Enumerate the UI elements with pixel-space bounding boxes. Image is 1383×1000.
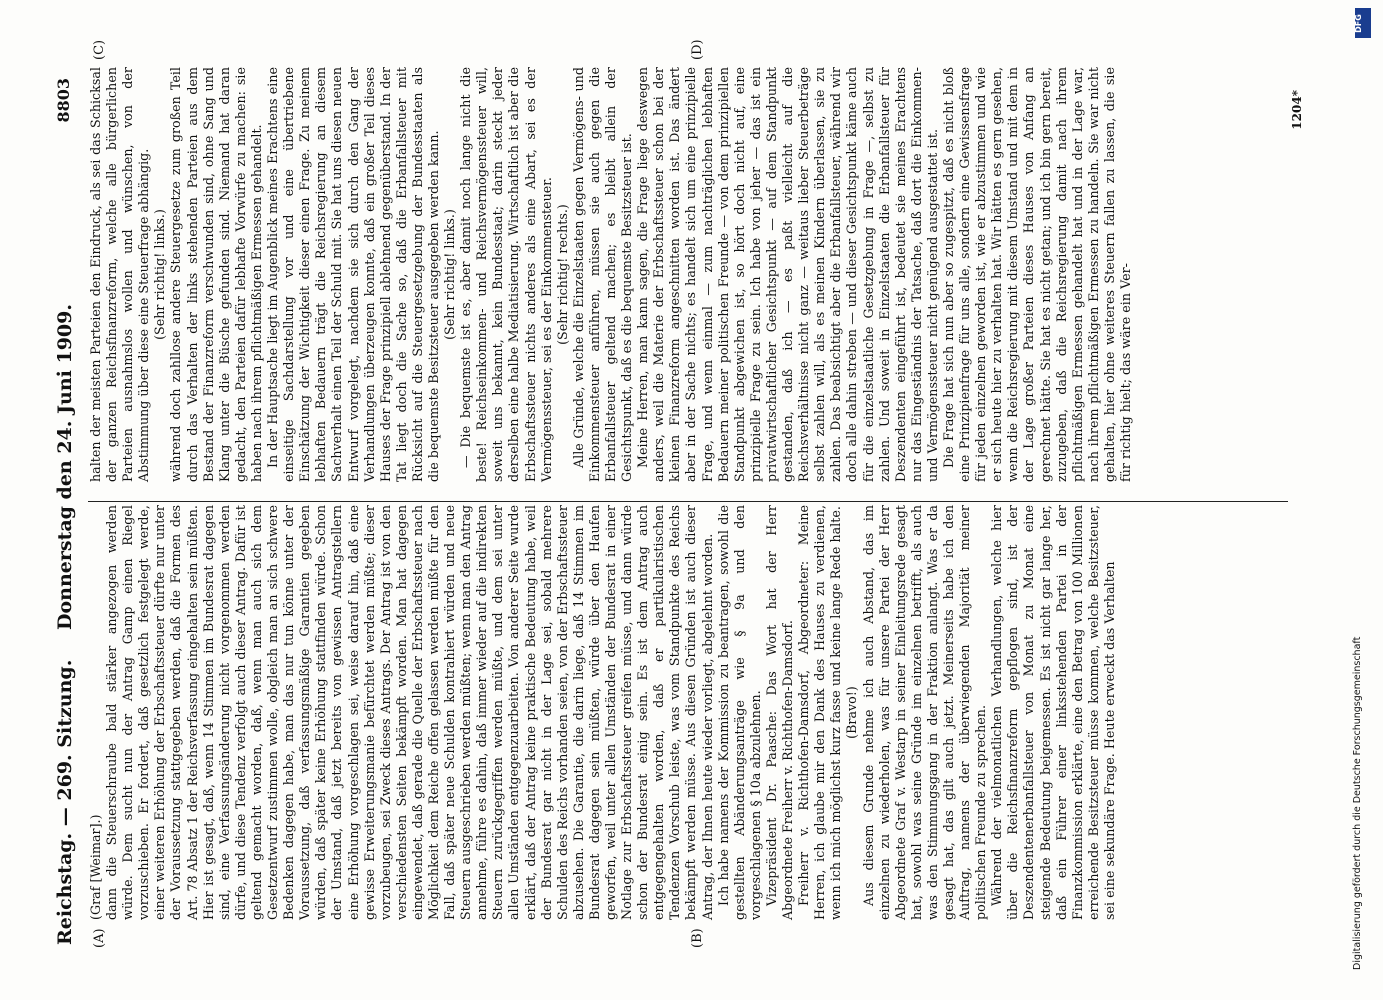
left-column-paragraph: Vizepräsident Dr. Paasche: Das Wort hat der Herr Abgeordnete Freiherr v. Richthofen-Damsdorf. bbox=[763, 505, 796, 920]
right-column-paragraph: (Sehr richtig! links.) bbox=[442, 209, 458, 340]
right-column-paragraph: (Sehr richtig! links.) bbox=[152, 209, 168, 340]
margin-marker-d: (D) bbox=[690, 39, 705, 60]
left-column-paragraph: (Graf [Weimar].) bbox=[88, 814, 103, 920]
left-column-paragraph: Während der vielmonatlichen Verhandlungen, welche hier über die Reichsfinanzreform gepflogen sind, ist der Deszendentenerbanfallsteuer von Monat zu Monat eine steigende Bedeutung beigemessen. Es ist nicht gar lange her, daß ein Führer einer linksstehenden Partei in der Finanzkommission erklärte, eine den Betrag von 100 Millionen erreichende Besitzsteuer müsse kommen, welche Besitzsteuer, sei eine sekundäre Frage. Heute erweckt das Verhalten bbox=[989, 505, 1117, 920]
left-column-paragraph: dann die Steuerschraube bald stärker angezogen werden würde. Dem sucht nun der Antrag Gamp einen Riegel vorzuschieben. Er fordert, daß gesetzlich festgelegt werde, einer weiteren Erhöhung der Erbschaftssteuer dürfte nur unter der Voraussetzung stattgegeben werden, daß die Formen des Art. 78 Absatz 1 der Reichsverfassung eingehalten sein müßten. Hier ist gesagt, daß, wenn 14 Stimmen im Bundesrat dagegen sind, eine Verfassungsänderung nicht vorgenommen werden dürfe, und diese Tendenz verfolgt auch dieser Antrag. Dafür ist geltend gemacht worden, daß, wenn man auch sich dem Gesetzentwurf zustimmen wolle, obgleich man an sich schwere Bedenken dagegen habe, man das nur tun könne unter der Voraussetzung, daß verfassungsmäßige Garantien gegeben würden, daß später keine Erhöhung stattfinden würde. Schon der Umstand, daß jetzt bereits von gewissen Antragstellern eine Erhöhung vorgeschlagen sei, weise darauf hin, daß eine gewisse Erweiterungsmanie befürchtet werden müßte; dieser vorzubeugen, sei Zweck dieses Antrags. Der Antrag ist von den verschiedensten Seiten bekämpft worden. Man hat dagegen eingewendet, daß gerade die Quelle der Erbschaftssteuer nach Möglichkeit dem Reiche offen gelassen werden müßte für den Fall, daß später neue Schulden kontrahiert würden und neue Steuern ausgeschrieben werden müßten; wenn man den Antrag annehme, führe es dahin, daß immer wieder auf die indirekten Steuern zurückgegriffen werden müßte, und dem sei unter allen Umständen entgegenzuarbeiten. Von anderer Seite wurde erklärt, daß der Antrag keine praktische Bedeutung habe, weil der Bundesrat gar nicht in der Lage sei, sobald mehrere Schulden des Reichs vorhanden seien, von der Erbschaftssteuer abzusehen. Die Garantie, die darin liege, daß 14 Stimmen im Bundesrat dagegen sein müßten, würde über den Haufen geworfen, weil unter allen Umständen der Bundesrat in einer Notlage zur Erbschaftssteuer greifen müsse, und dann würde schon der Bundesrat einig sein. Es ist dem Antrag auch entgegengehalten worden, daß er partikularistischen Tendenzen Vorschub leiste, was vom Standpunkte des Reichs bekämpft werden müsse. Aus diesen Gründen ist auch dieser Antrag, der Ihnen heute wieder vorliegt, abgelehnt worden. bbox=[104, 505, 715, 920]
digitization-credit-text: Digitalisierung gefördert durch die Deutsche Forschungsgemeinschaft bbox=[1352, 636, 1363, 970]
right-column-paragraph: In der Hauptsache liegt im Augenblick meines Erachtens eine einseitige Sachdarstellung vor und eine übertriebene Einschätzung der Wichtigkeit dieser einen Frage. Zu meinem lebhaften Bedauern trägt die Reichsregierung an diesem Sachverhalt einen Teil der Schuld mit. Sie hat uns diesen neuen Entwurf vorgelegt, nachdem sie sich durch den Gang der Verhandlungen überzeugen konnte, daß ein großer Teil dieses Hauses der Frage prinzipiell ablehnend gegenüberstand. In der Tat liegt doch die Sache so, daß die Erbanfallsteuer mit Rücksicht auf die Steuergesetzgebung der Bundesstaaten als die bequemste Besitzsteuer ausgegeben werden kann. bbox=[265, 67, 441, 482]
page-number: 8803 bbox=[54, 78, 73, 123]
right-column-paragraph: Meine Herren, man kann sagen, die Frage liege deswegen anders, weil die Materie der Erbschaftssteuer schon bei der kleinen Finanzreform angeschnitten worden ist. Das ändert aber in der Sache nichts; es handelt sich um eine prinzipielle Frage, und wenn einmal — zum nachträglichen lebhaften Bedauern meiner politischen Freunde — von dem prinzipiellen Standpunkt abgewichen ist, so hört doch nicht auf, eine prinzipielle Frage zu sein. Ich habe von jeher — das ist ein privatwirtschaftlicher Gesichtspunkt — auf dem Standpunkt gestanden, daß ich — es paßt vielleicht auf die Reichsverhältnisse nicht ganz — weitaus lieber Steuerbeträge selbst zahlen will, als es meinen Kindern überlassen, sie zu zahlen. Das beabsichtigt aber die Erbanfallsteuer, während wir doch alle dahin streben — und dieser Gesichtspunkt käme auch für die einzelstaatliche Gesetzgebung in Frage —, selbst zu zahlen. Und soweit in Einzelstaaten die Erbanfallsteuer für Deszendenten eingeführt ist, bedeutet sie meines Erachtens nur das Eingeständnis der Tatsache, daß dort die Einkommen- und Vermögenssteuer nicht genügend ausgestattet ist. bbox=[635, 67, 940, 482]
right-text-column bbox=[88, 67, 1134, 482]
left-text-column bbox=[88, 505, 1118, 920]
left-column-paragraph: Aus diesem Grunde nehme ich auch Abstand, das im einzelnen zu wiederholen, was für unsere Partei der Herr Abgeordnete Graf v. Westarp in seiner Einleitungsrede gesagt hat, sowohl was seine Gründe im einzelnen betrifft, als auch was den Stimmungsgang in der Fraktion anlangt. Was er da gesagt hat, das gilt auch jetzt. Meinerseits habe ich den Auftrag, namens der überwiegenden Majorität meiner politischen Freunde zu sprechen. bbox=[860, 505, 989, 920]
digitization-credit bbox=[1352, 10, 1372, 990]
right-column-paragraph: Alle Gründe, welche die Einzelstaaten gegen Vermögens- und Einkommensteuer anführen, müssen sie auch gegen die Erbanfallsteuer geltend machen; es bleibt allein der Gesichtspunkt, daß es die bequemste Besitzsteuer ist. bbox=[570, 67, 635, 482]
left-column-paragraph: Ich habe namens der Kommission zu beantragen, sowohl die gestellten Abänderungsanträge wie § 9a und den vorgeschlagenen § 10a abzulehnen. bbox=[715, 505, 763, 920]
margin-marker-b: (B) bbox=[690, 928, 705, 948]
right-column-paragraph: (Sehr richtig! rechts.) bbox=[554, 204, 570, 345]
right-column-paragraph: während doch zahllose andere Steuergesetze zum großen Teil durch das Verhalten der links stehenden Parteien aus dem Bestand der Finanzreform verschwunden sind, ohne Sang und Klang unter die Büsche gefunden sind. Niemand hat daran gedacht, den Parteien dafür lebhafte Vorwürfe zu machen: sie haben nach ihrem pflichtmäßigen Ermessen gehandelt. bbox=[168, 67, 264, 482]
header-date: Donnerstag den 24. Juni 1909. bbox=[54, 304, 76, 630]
left-column-paragraph: (Bravo!) bbox=[844, 686, 860, 739]
page-header bbox=[40, 0, 80, 1000]
left-column-paragraph: Freiherr v. Richthofen-Damsdorf, Abgeordneter: Meine Herren, ich glaube mir den Dank des Hauses zu verdienen, wenn ich mich möglichst kurz fasse und keine lange Rede halte. bbox=[796, 505, 844, 920]
right-column-paragraph: halten der meisten Parteien den Eindruck, als sei das Schicksal der ganzen Reichsfinanzreform, welche alle bürgerlichen Parteien ausnahmslos wollen und wünschen, von der Abstimmung über diese eine Steuerfrage abhängig. bbox=[88, 67, 152, 482]
printer-signature: 1204* bbox=[1290, 90, 1304, 130]
header-left-title: Reichstag. — 269. Sitzung. bbox=[54, 659, 76, 945]
margin-marker-c: (C) bbox=[92, 39, 107, 60]
margin-marker-a: (A) bbox=[92, 928, 107, 948]
column-divider bbox=[88, 501, 1288, 502]
right-column-paragraph: — Die bequemste ist es, aber damit noch lange nicht die beste! Reichseinkommen- und Reichsvermögenssteuer will, soweit uns bekannt, kein Bundesstaat; darin steckt jeder derselben eine halbe Mediatisierung. Wirtschaftlich ist aber die Erbschaftssteuer nichts anderes als eine Abart, sei es der Vermögenssteuer, sei es der Einkommensteuer. bbox=[458, 67, 554, 482]
dfg-logo-text: DFG bbox=[1353, 14, 1363, 33]
right-column-paragraph: Die Frage hat sich nun aber so zugespitzt, daß es nicht bloß eine Prinzipienfrage für uns alle, sondern eine Gewissensfrage für jeden einzelnen geworden ist, wie er abzustimmen und wie er sich heute hier zu verhalten hat. Wir hätten es gern gesehen, wenn die Reichsregierung mit diesem Umstand und mit dem in der Lage großer Parteien dieses Hauses von Anfang an gerechnet hätte. Sie hat es nicht getan; und ich bin gern bereit, zuzugeben, daß die Reichsregierung damit nach ihrem pflichtmäßigen Ermessen gehandelt hat und in der Lage war, nach ihrem pflichtmäßigen Ermessen zu handeln. Sie war nicht gehalten, hier ohne weiteres Steuern fallen zu lassen, die sie für richtig hielt; das wäre ein Ver- bbox=[940, 67, 1133, 482]
